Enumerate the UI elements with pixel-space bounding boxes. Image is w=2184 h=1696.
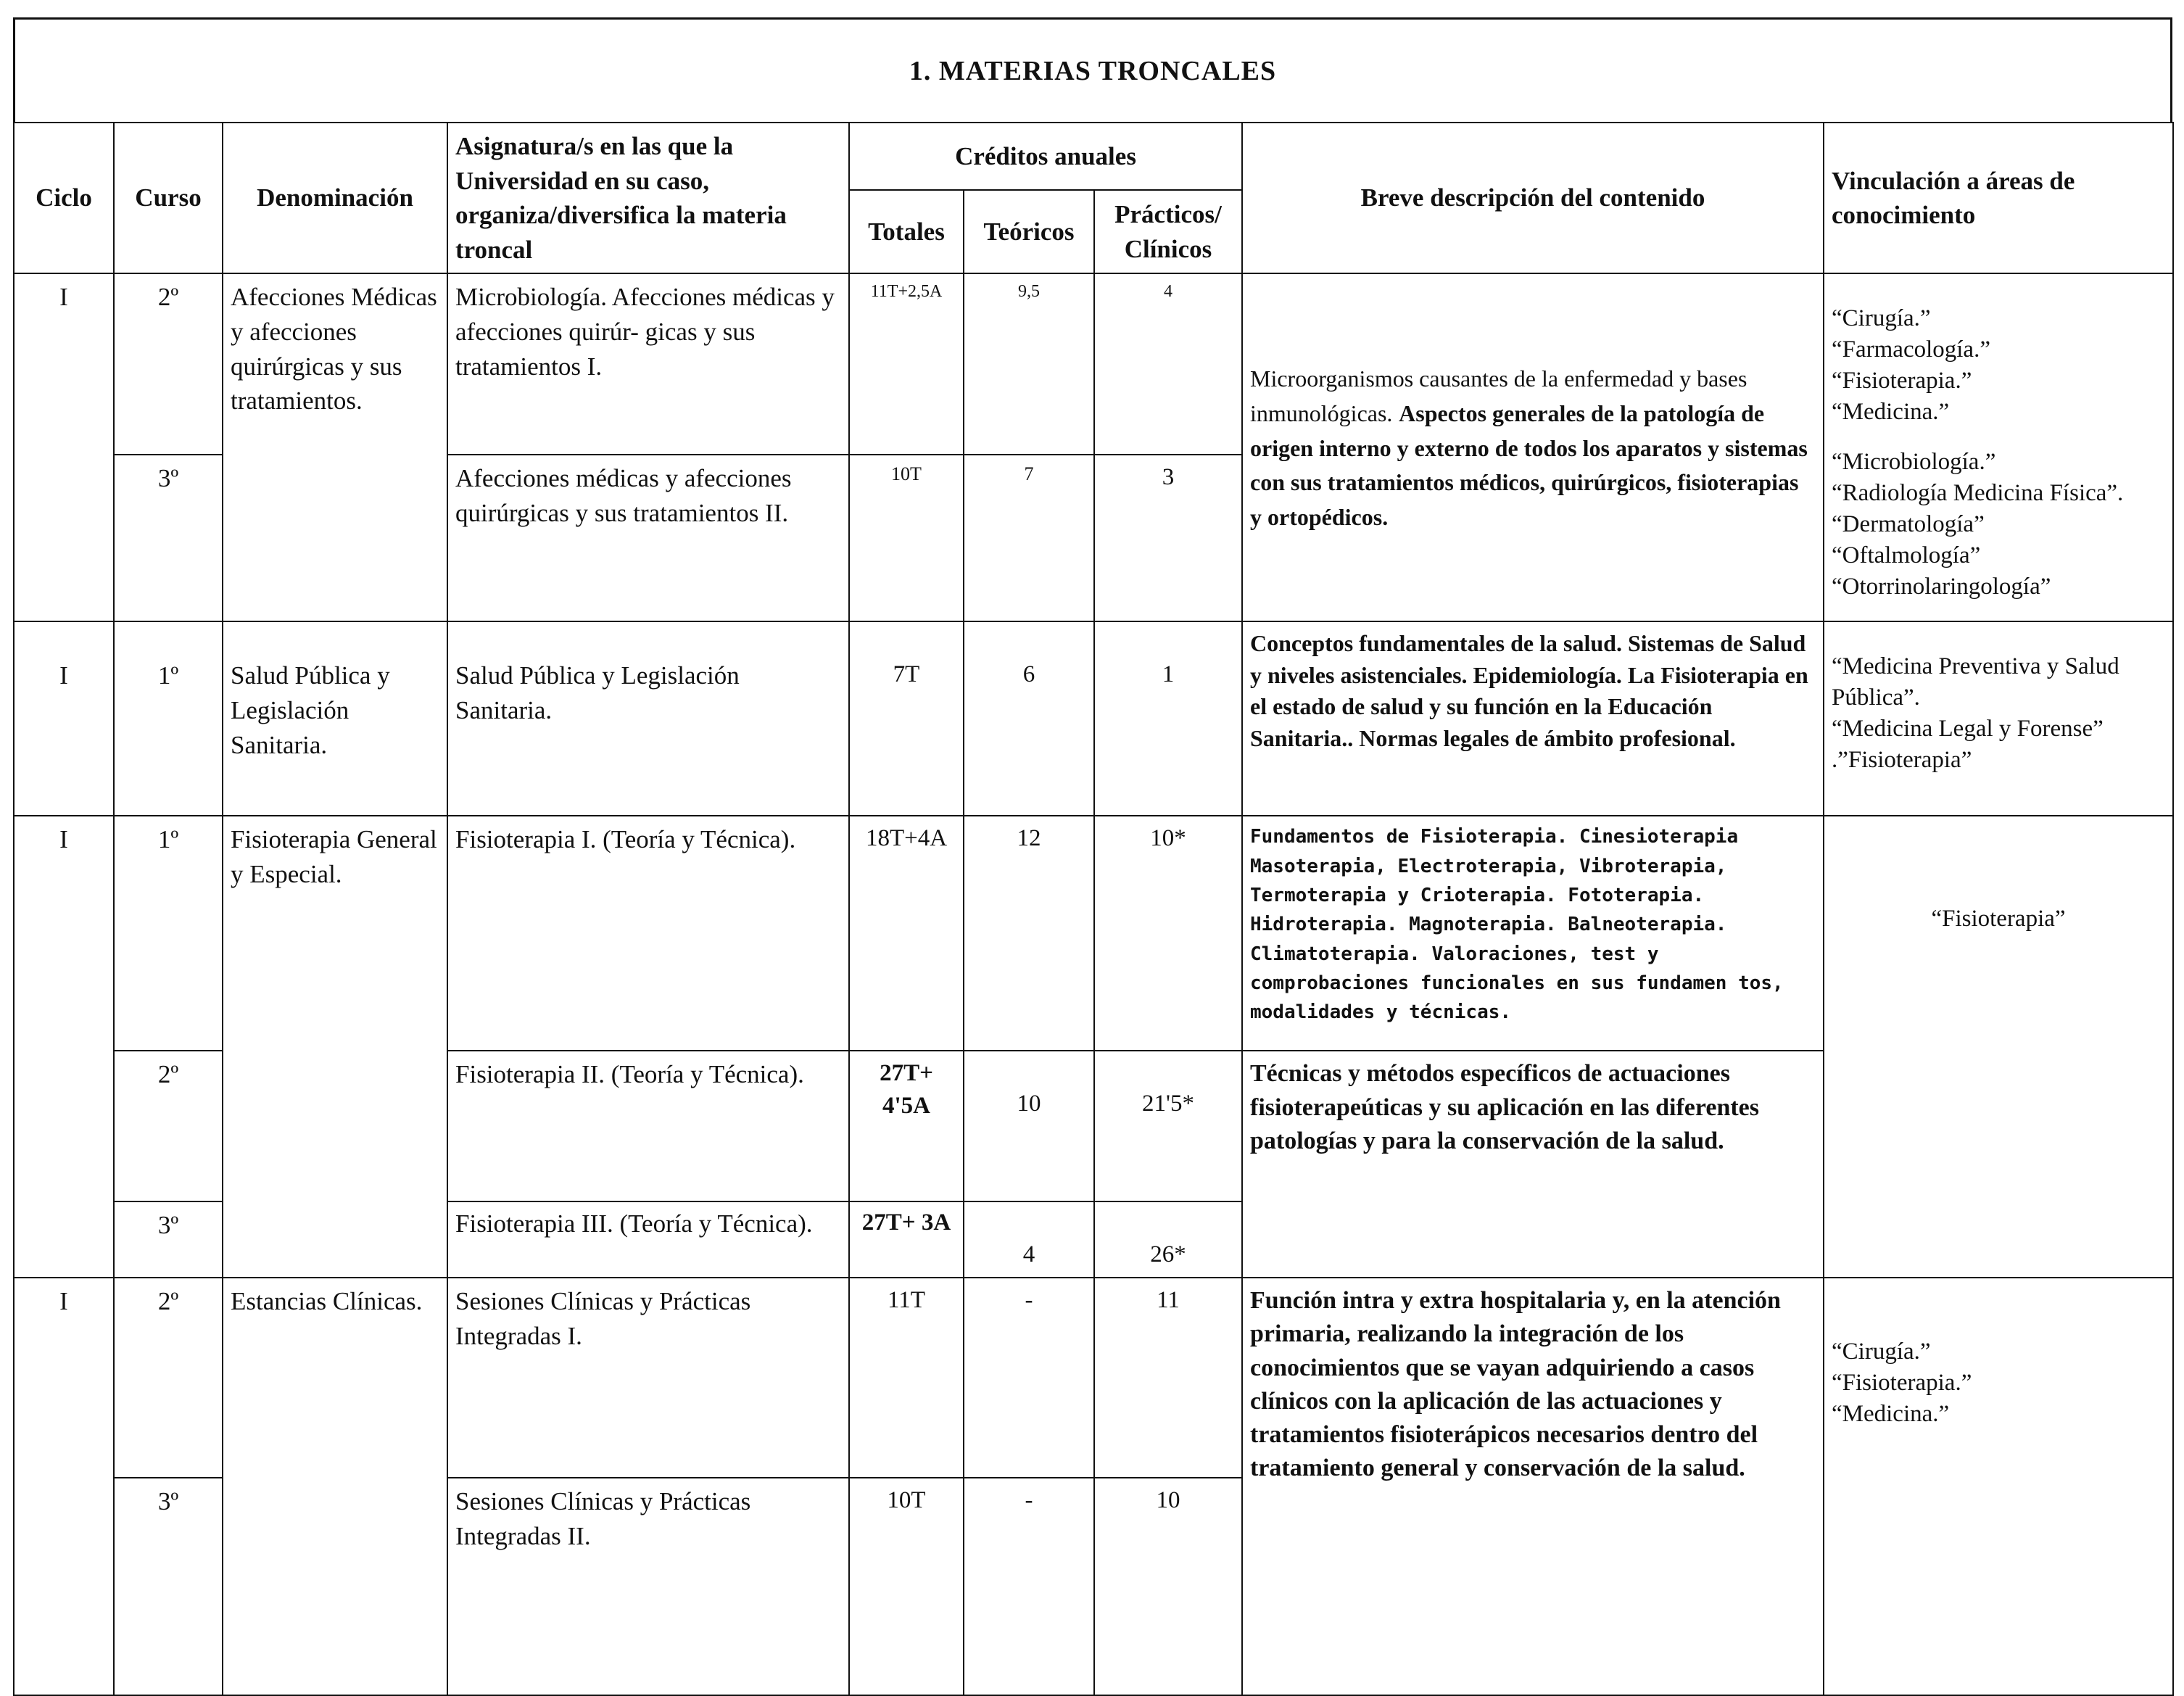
- cell-vinculacion: [1824, 621, 2173, 816]
- header-denominacion: Denominación: [223, 123, 447, 273]
- cell-asignatura: Sesiones Clínicas y Prácticas Integradas I.: [447, 1278, 849, 1478]
- cell-totales: 27T+ 3A: [849, 1201, 964, 1278]
- cell-totales: 11T+2,5A: [849, 273, 964, 455]
- table-row: [14, 621, 2173, 816]
- area-item: “Microbiología.”: [1832, 448, 1996, 475]
- cell-teoricos: 12: [964, 816, 1094, 1051]
- area-item: “Oftalmología”: [1832, 542, 1981, 568]
- cell-descripcion: Función intra y extra hospitalaria y, en la atención primaria, realizando la integración de los conocimientos que se vayan adquiriendo a casos clínicos con la aplicación de las actuaciones y tratamientos fisioterápicos necesarios dentro del tratamiento general y conservación de la salud.: [1242, 1278, 1824, 1695]
- cell-vinculacion: “Fisioterapia”: [1824, 816, 2173, 1278]
- cell-practicos: 4: [1094, 273, 1242, 455]
- cell-curso: 3º: [114, 1201, 223, 1278]
- cell-totales: 7T: [849, 621, 964, 816]
- cell-curso: 3º: [114, 455, 223, 621]
- area-item: “Cirugía.”: [1832, 1339, 1931, 1365]
- desc-normal: Microorganismos causantes de la enfermedad y bases inmunológicas.: [1250, 365, 1747, 426]
- table-title-box: [13, 17, 2172, 122]
- cell-practicos: 3: [1094, 455, 1242, 621]
- cell-ciclo: I: [14, 273, 114, 621]
- cell-asignatura: Afecciones médicas y afecciones quirúrgicas y sus tratamientos II.: [447, 455, 849, 621]
- cell-asignatura: Fisioterapia I. (Teoría y Técnica).: [447, 816, 849, 1051]
- cell-denominacion: Afecciones Médicas y afecciones quirúrgicas y sus tratamientos.: [223, 273, 447, 621]
- cell-totales: 10T: [849, 455, 964, 621]
- area-item: “Radiología Medicina Física”.: [1832, 479, 2124, 506]
- cell-curso: 3º: [114, 1478, 223, 1695]
- cell-asignatura: Salud Pública y Legislación Sanitaria.: [447, 621, 849, 816]
- cell-denominacion: Salud Pública y Legislación Sanitaria.: [223, 621, 447, 816]
- document-page: [13, 17, 2172, 1685]
- cell-practicos: 10*: [1094, 816, 1242, 1051]
- table-row: [14, 1278, 2173, 1478]
- cell-vinculacion: [1824, 273, 2173, 621]
- cell-curso: 1º: [114, 816, 223, 1051]
- area-item: “Medicina Preventiva y Salud Pública”.: [1832, 653, 2119, 711]
- area-item: “Otorrinolaringología”: [1832, 573, 2051, 600]
- cell-teoricos: 9,5: [964, 273, 1094, 455]
- cell-totales: 11T: [849, 1278, 964, 1478]
- cell-practicos: 21'5*: [1094, 1051, 1242, 1201]
- cell-ciclo: I: [14, 1278, 114, 1695]
- cell-ciclo: I: [14, 816, 114, 1278]
- header-teoricos: Teóricos: [964, 190, 1094, 273]
- area-item: “Farmacología.”: [1832, 336, 1990, 363]
- cell-asignatura: Microbiología. Afecciones médicas y afecciones quirúr- gicas y sus tratamientos I.: [447, 273, 849, 455]
- cell-practicos: 26*: [1094, 1201, 1242, 1278]
- cell-curso: 2º: [114, 1278, 223, 1478]
- cell-teoricos: 6: [964, 621, 1094, 816]
- area-item: “Medicina Legal y Forense”: [1832, 716, 2104, 742]
- cell-teoricos: 4: [964, 1201, 1094, 1278]
- area-item: “Dermatología”: [1832, 510, 1985, 537]
- cell-teoricos: 7: [964, 455, 1094, 621]
- area-item: “Fisioterapia.”: [1832, 1370, 1972, 1397]
- table-row: [14, 816, 2173, 1051]
- cell-totales: 18T+4A: [849, 816, 964, 1051]
- materias-troncales-table: [13, 122, 2174, 1696]
- cell-curso: 2º: [114, 1051, 223, 1201]
- cell-practicos: 1: [1094, 621, 1242, 816]
- area-item: “Fisioterapia.”: [1832, 368, 1972, 394]
- header-curso: Curso: [114, 123, 223, 273]
- desc-bold: Aspectos generales de la patología de origen interno y externo de todos los aparatos y sistemas con sus tratamientos médicos, quirúrgicos, fisioterapias y ortopédicos.: [1250, 400, 1808, 530]
- cell-denominacion: Estancias Clínicas.: [223, 1278, 447, 1695]
- cell-ciclo: I: [14, 621, 114, 816]
- cell-descripcion: Fundamentos de Fisioterapia. Cinesioterapia Masoterapia, Electroterapia, Vibroterapia, Termoterapia y Crioterapia. Fototerapia. Hidroterapia. Magnoterapia. Balneoterapia. Climatoterapia. Valoraciones, test y comprobaciones funcionales en sus fundamen tos, modalidades y técnicas.: [1242, 816, 1824, 1051]
- table-row: [14, 273, 2173, 455]
- area-item: “Cirugía.”: [1832, 305, 1931, 332]
- cell-curso: 1º: [114, 621, 223, 816]
- header-descripcion: Breve descripción del contenido: [1242, 123, 1824, 273]
- cell-totales: 10T: [849, 1478, 964, 1695]
- cell-descripcion: Técnicas y métodos específicos de actuaciones fisioterapeúticas y su aplicación en las diferentes patologías y para la conservación de la salud.: [1242, 1051, 1824, 1278]
- cell-teoricos: -: [964, 1278, 1094, 1478]
- cell-teoricos: 10: [964, 1051, 1094, 1201]
- cell-teoricos: -: [964, 1478, 1094, 1695]
- cell-denominacion: Fisioterapia General y Especial.: [223, 816, 447, 1278]
- area-item: “Medicina.”: [1832, 399, 1950, 426]
- cell-vinculacion: [1824, 1278, 2173, 1695]
- cell-descripcion: [1242, 273, 1824, 621]
- cell-practicos: 10: [1094, 1478, 1242, 1695]
- cell-curso: 2º: [114, 273, 223, 455]
- cell-asignatura: Fisioterapia II. (Teoría y Técnica).: [447, 1051, 849, 1201]
- header-totales: Totales: [849, 190, 964, 273]
- header-ciclo: Ciclo: [14, 123, 114, 273]
- table-title: 1. MATERIAS TRONCALES: [909, 55, 1277, 86]
- header-row-1: [14, 123, 2173, 190]
- cell-asignatura: Sesiones Clínicas y Prácticas Integradas II.: [447, 1478, 849, 1695]
- header-vinculacion: Vinculación a áreas de conocimiento: [1824, 123, 2173, 273]
- cell-asignatura: Fisioterapia III. (Teoría y Técnica).: [447, 1201, 849, 1278]
- header-asignatura: Asignatura/s en las que la Universidad en su caso, organiza/diversifica la materia troncal: [447, 123, 849, 273]
- header-practicos: Prácticos/ Clínicos: [1094, 190, 1242, 273]
- area-item: “Medicina.”: [1832, 1401, 1950, 1428]
- area-item: .”Fisioterapia”: [1832, 747, 1972, 774]
- cell-descripcion: Conceptos fundamentales de la salud. Sistemas de Salud y niveles asistenciales. Epidemiología. La Fisioterapia en el estado de salud y su función en la Educación Sanitaria.. Normas legales de ámbito profesional.: [1242, 621, 1824, 816]
- header-creditos: Créditos anuales: [849, 123, 1242, 190]
- cell-practicos: 11: [1094, 1278, 1242, 1478]
- cell-totales: 27T+ 4'5A: [849, 1051, 964, 1201]
